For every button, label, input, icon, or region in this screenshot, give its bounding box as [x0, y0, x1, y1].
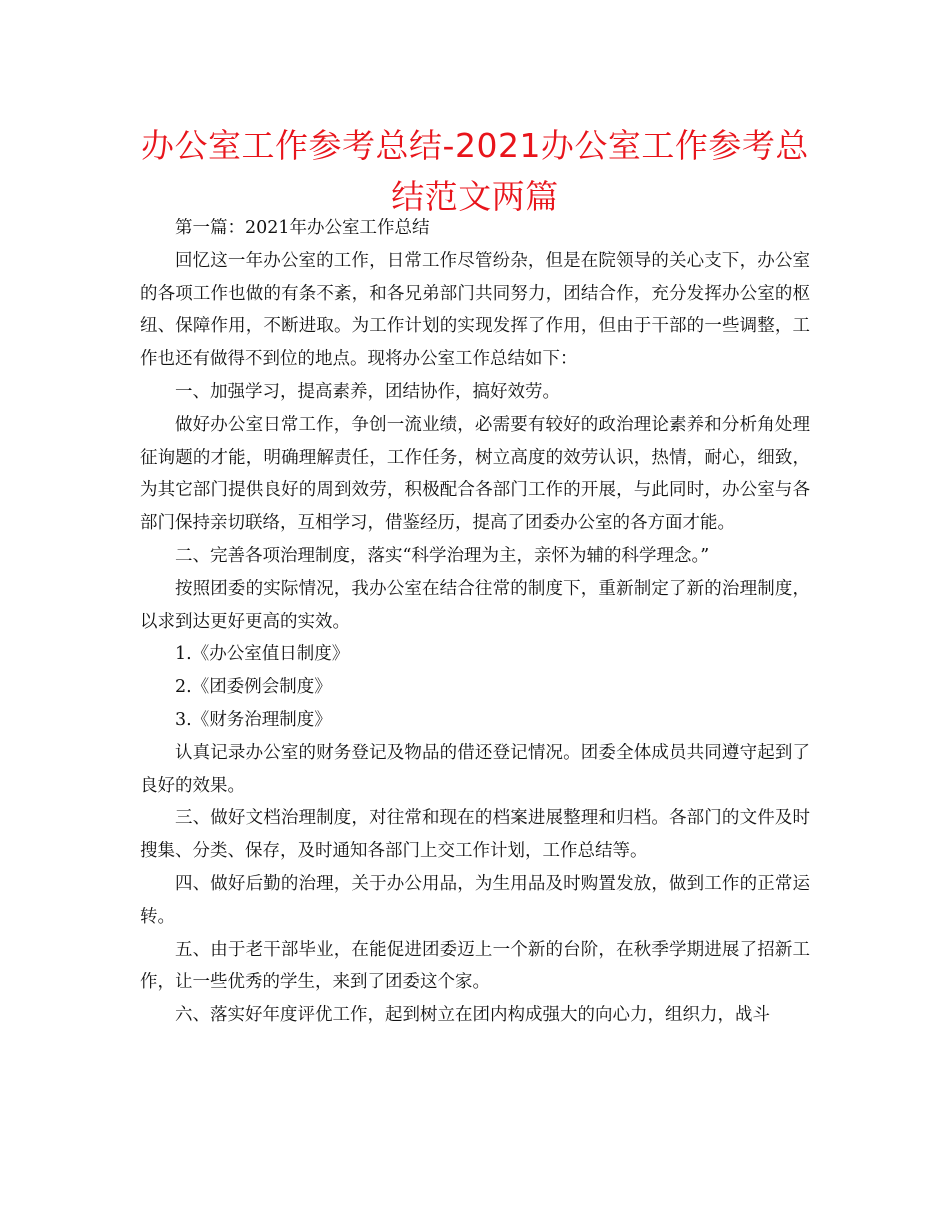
body-paragraph: 六、落实好年度评优工作，起到树立在团内构成强大的向心力，组织力，战斗	[175, 1005, 770, 1026]
list-item: 3.《财务治理制度》	[175, 709, 332, 730]
body-paragraph: 回忆这一年办公室的工作，日常工作尽管纷杂，但是在院领导的关心支下，办公室的各项工作也做的有条不紊，和各兄弟部门共同努力，团结合作，充分发挥办公室的枢纽、保障作用，不断进取。为工作计划的实现发挥了作用，但由于干部的一些调整，工作也还有做得不到位的地点。现将办公室工作总结如下：	[140, 250, 810, 370]
body-paragraph: 做好办公室日常工作，争创一流业绩，必需要有较好的政治理论素养和分析角处理征询题的才能，明确理解责任，工作任务，树立高度的效劳认识，热情，耐心，细致，为其它部门提供良好的周到效劳，积极配合各部门工作的开展，与此同时，办公室与各部门保持亲切联络，互相学习，借鉴经历，提高了团委办公室的各方面才能。	[140, 414, 810, 534]
body-paragraph: 五、由于老干部毕业，在能促进团委迈上一个新的台阶，在秋季学期进展了招新工作，让一些优秀的学生，来到了团委这个家。	[140, 939, 810, 993]
section-heading: 二、完善各项治理制度，落实“科学治理为主，亲怀为辅的科学理念。”	[175, 545, 710, 566]
list-item: 2.《团委例会制度》	[175, 677, 332, 698]
document-title: 办公室工作参考总结-2021办公室工作参考总结范文两篇	[141, 126, 809, 216]
body-paragraph: 三、做好文档治理制度，对往常和现在的档案进展整理和归档。各部门的文件及时搜集、分类、保存，及时通知各部门上交工作计划，工作总结等。	[140, 808, 810, 862]
list-item: 1.《办公室值日制度》	[175, 644, 350, 665]
section-heading: 一、加强学习，提高素养，团结协作，搞好效劳。	[175, 381, 560, 402]
section-heading: 第一篇：2021年办公室工作总结	[175, 218, 430, 238]
body-paragraph: 认真记录办公室的财务登记及物品的借还登记情况。团委全体成员共同遵守起到了良好的效果。	[140, 742, 810, 796]
document-body	[140, 212, 810, 1032]
body-paragraph: 四、做好后勤的治理，关于办公用品，为生用品及时购置发放，做到工作的正常运转。	[140, 873, 810, 927]
body-paragraph: 按照团委的实际情况，我办公室在结合往常的制度下，重新制定了新的治理制度，以求到达更好更高的实效。	[140, 578, 810, 632]
